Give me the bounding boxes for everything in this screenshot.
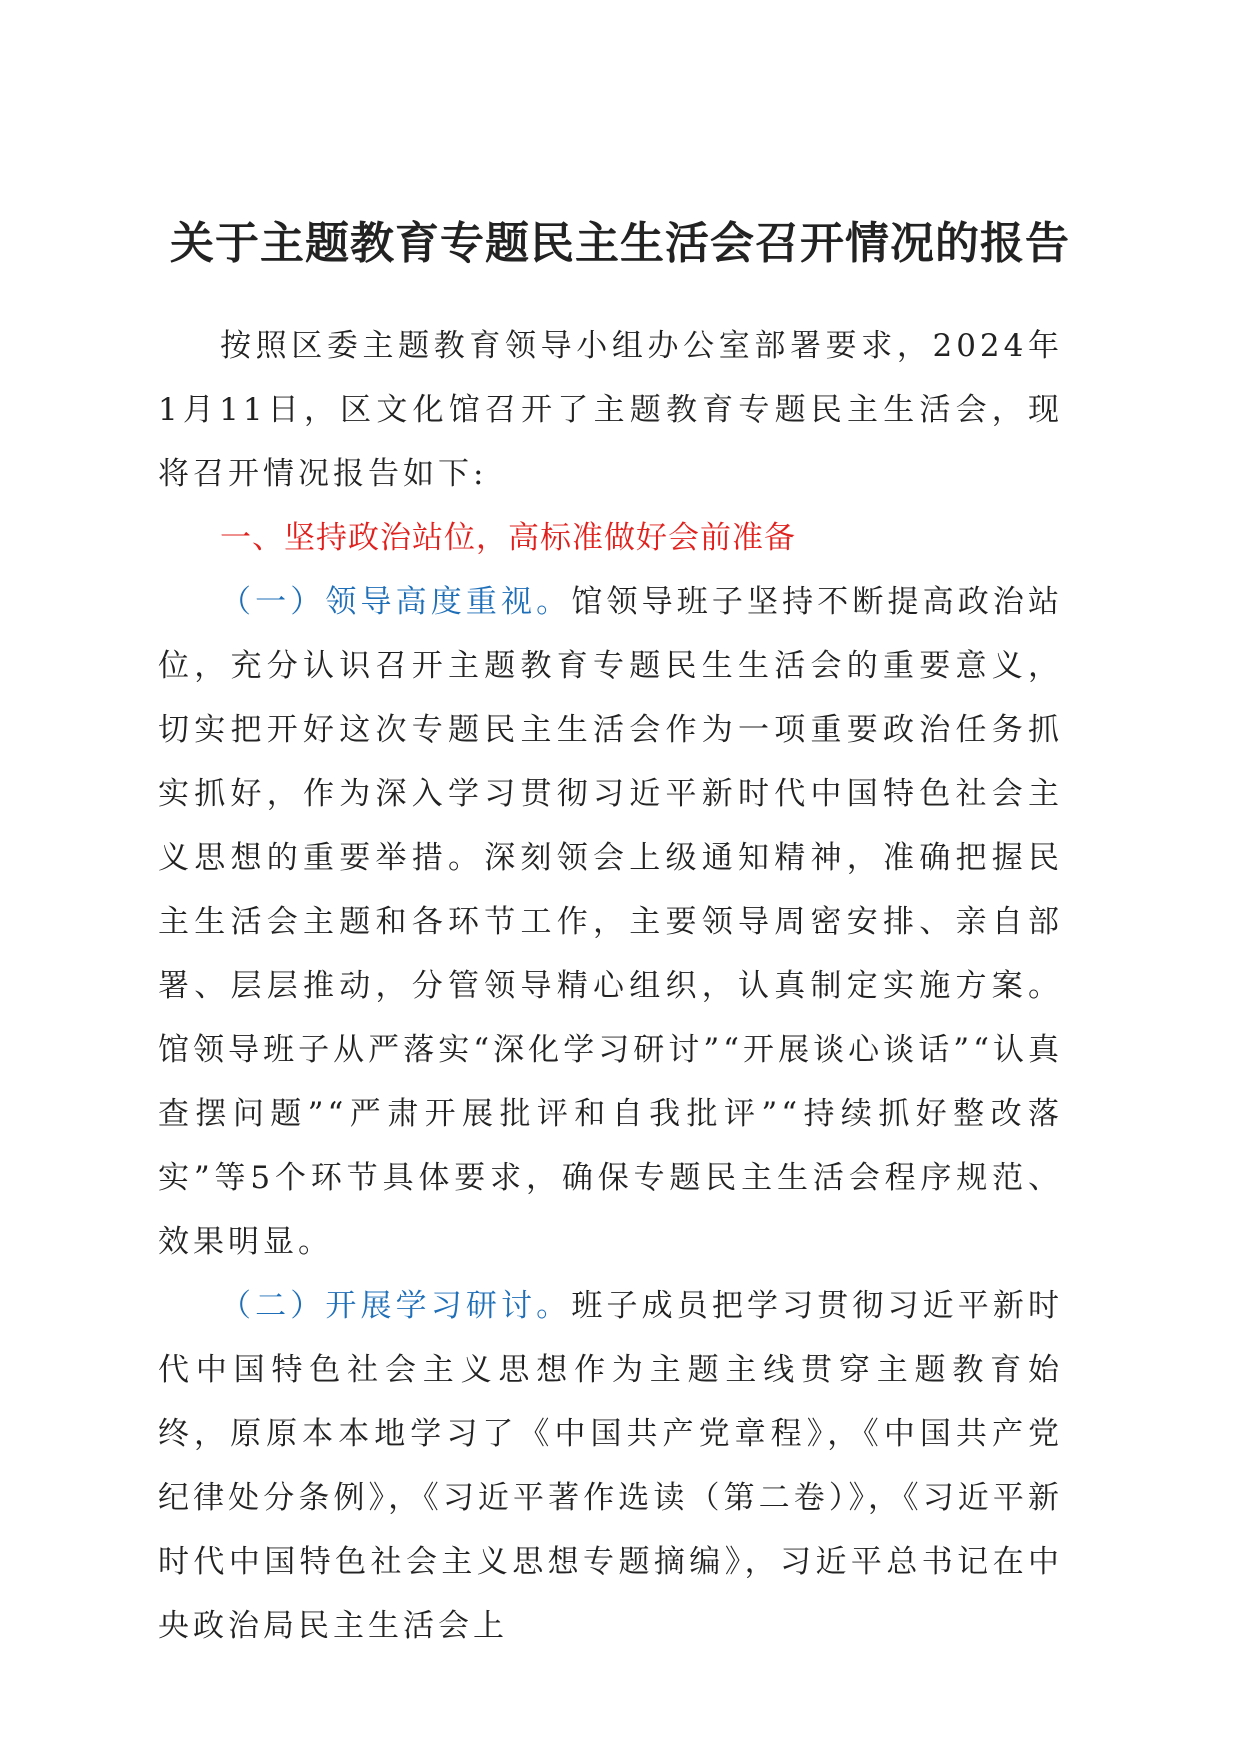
intro-paragraph: 按照区委主题教育领导小组办公室部署要求，2024年1月11日，区文化馆召开了主题教育专题民主生活会，现将召开情况报告如下: xyxy=(158,328,1063,492)
section-1-item-2-text: 班子成员把学习贯彻习近平新时代中国特色社会主义思想作为主题主线贯穿主题教育始终，原原本本地学习了《中国共产党章程》，《中国共产党纪律处分条例》，《习近平著作选读（第二卷）》，《习近平新时代中国特色社会主义思想专题摘编》，习近平总书记在中央政治局民主生活会上 xyxy=(158,1288,1064,1644)
document-body xyxy=(158,314,1063,1658)
document-title: 关于主题教育专题民主生活会召开情况的报告 xyxy=(170,218,1070,269)
section-1-heading: 一、坚持政治站位，高标准做好会前准备 xyxy=(220,520,796,556)
section-1-item-1-text: 馆领导班子坚持不断提高政治站位，充分认识召开主题教育专题民生生活会的重要意义，切实把开好这次专题民主生活会作为一项重要政治任务抓实抓好，作为深入学习贯彻习近平新时代中国特色社会主义思想的重要举措。深刻领会上级通知精神，准确把握民主生活会主题和各环节工作，主要领导周密安排、亲自部署、层层推动，分管领导精心组织，认真制定实施方案。馆领导班子从严落实“深化学习研讨”“开展谈心谈话”“认真查摆问题”“严肃开展批评和自我批评”“持续抓好整改落实”等5个环节具体要求，确保专题民主生活会程序规范、效果明显。 xyxy=(158,584,1064,1260)
section-1-item-2-paragraph xyxy=(158,1274,1063,1658)
section-1-item-1-label: （一）领导高度重视。 xyxy=(220,584,572,620)
section-1-item-2-label: （二）开展学习研讨。 xyxy=(220,1288,572,1324)
section-1-item-1-paragraph xyxy=(158,570,1063,1274)
